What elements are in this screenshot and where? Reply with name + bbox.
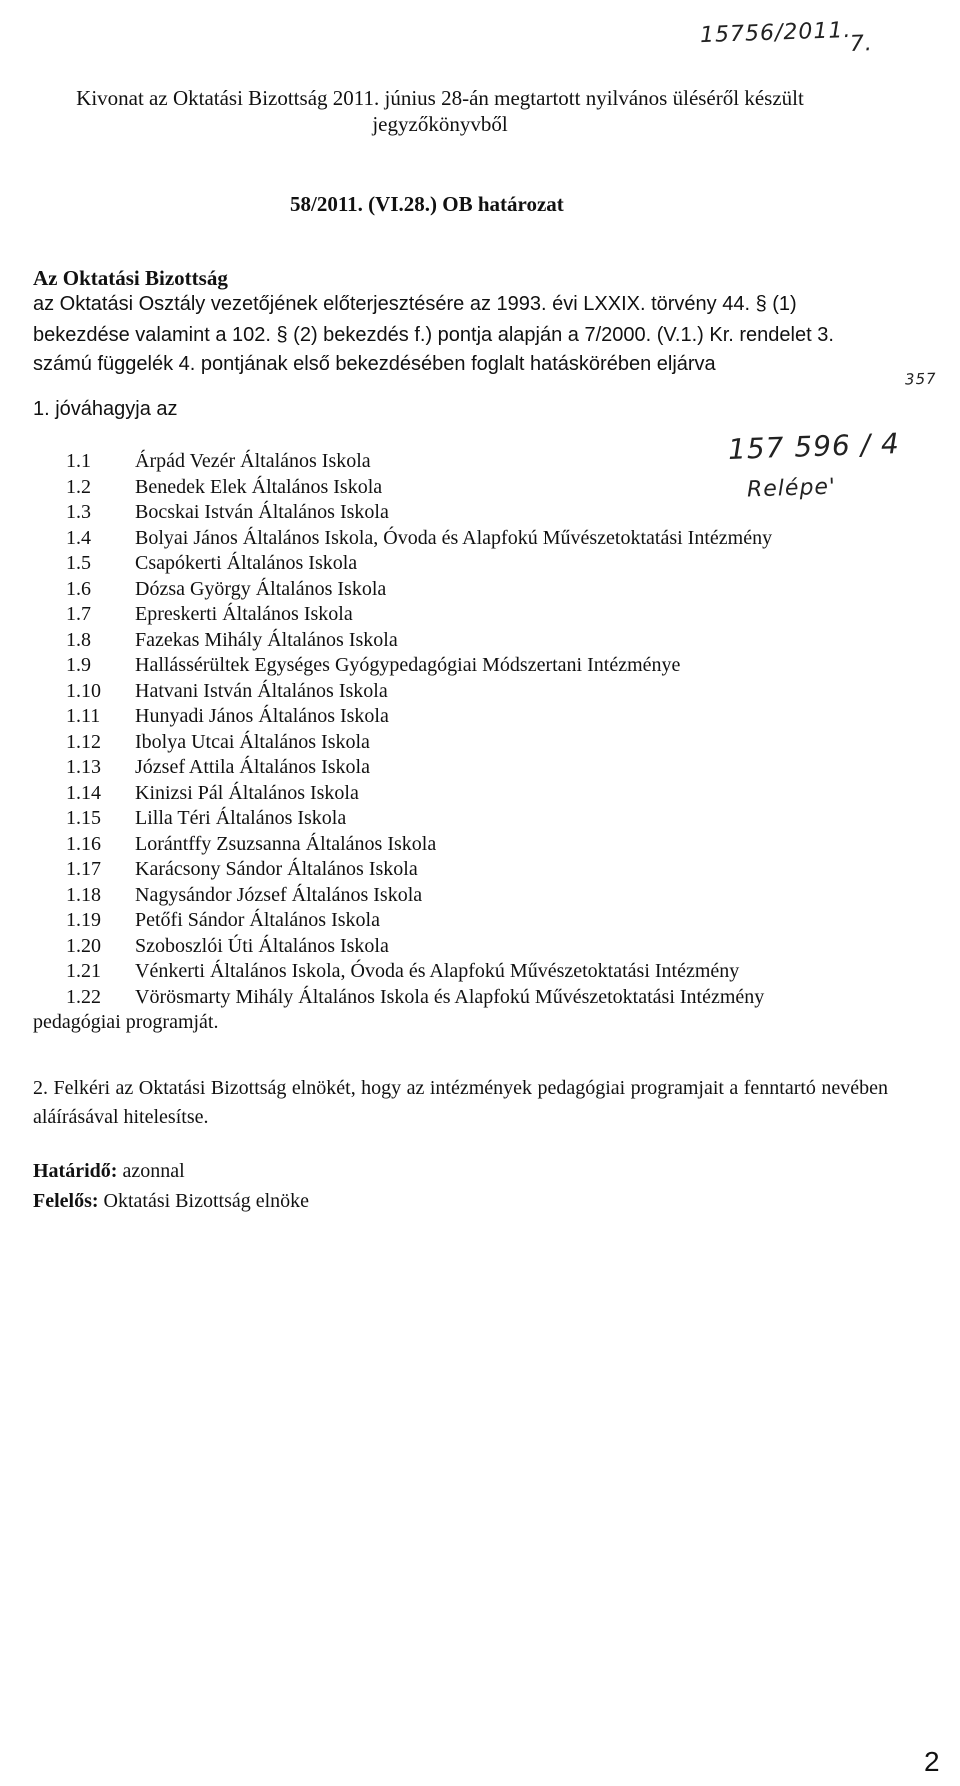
- handwritten-signature: Relépe': [746, 474, 837, 503]
- school-number: 1.16: [66, 832, 101, 855]
- intro-line-1: az Oktatási Osztály vezetőjének előterjesztésére az 1993. évi LXXIX. törvény 44. § (1): [33, 293, 797, 315]
- school-name: Hatvani István Általános Iskola: [135, 679, 388, 702]
- deadline-label: Határidő:: [33, 1160, 118, 1182]
- program-text: pedagógiai programját.: [33, 1011, 219, 1033]
- school-number: 1.4: [66, 526, 91, 549]
- school-name: Karácsony Sándor Általános Iskola: [135, 858, 418, 880]
- responsible-value: Oktatási Bizottság elnöke: [98, 1190, 310, 1212]
- school-list-item: [33, 934, 913, 960]
- school-list-item: [33, 857, 913, 883]
- page-number: 2: [924, 1746, 940, 1777]
- school-name: Petőfi Sándor Általános Iskola: [135, 909, 380, 931]
- school-list-item: [33, 755, 913, 781]
- school-number: 1.10: [66, 679, 101, 702]
- point-2-paragraph: 2. Felkéri az Oktatási Bizottság elnökét, hogy az intézmények pedagógiai programjait a fenntartó nevében aláírásával hitelesítse.: [33, 1077, 888, 1128]
- school-list-item: [33, 908, 913, 934]
- school-number: 1.9: [66, 654, 91, 676]
- school-number: 1.1: [66, 450, 91, 472]
- school-list-item: [33, 806, 913, 832]
- school-list: [33, 449, 913, 1010]
- handwritten-side-number: 357: [904, 369, 937, 389]
- school-list-item: [33, 577, 913, 603]
- responsible-line: [33, 1190, 309, 1213]
- intro-line-2: bekezdése valamint a 102. § (2) bekezdés f.) pontja alapján a 7/2000. (V.1.) Kr. rendelet 3.: [33, 324, 834, 346]
- handwritten-reference: [699, 17, 883, 57]
- school-number: 1.17: [66, 858, 101, 880]
- handwritten-side-reference: 157 596 / 4: [727, 427, 901, 466]
- school-list-item: [33, 781, 913, 807]
- school-list-item: [33, 883, 913, 909]
- school-number: 1.18: [66, 883, 101, 906]
- school-number: 1.5: [66, 552, 91, 574]
- school-list-item: [33, 628, 913, 654]
- school-number: 1.6: [66, 577, 91, 600]
- school-number: 1.19: [66, 909, 101, 931]
- school-name: Bolyai János Általános Iskola, Óvoda és Alapfokú Művészetoktatási Intézmény: [135, 526, 773, 549]
- school-number: 1.15: [66, 807, 101, 829]
- extract-title-line2: jegyzőkönyvből: [372, 112, 508, 136]
- school-list-item: [33, 679, 913, 705]
- school-list-item: [33, 526, 913, 552]
- school-number: 1.12: [66, 730, 101, 753]
- school-number: 1.8: [66, 628, 91, 651]
- point-1-approves: 1. jóváhagyja az: [33, 398, 178, 420]
- responsible-label: Felelős:: [33, 1190, 99, 1212]
- school-name: Nagysándor József Általános Iskola: [135, 883, 423, 906]
- school-list-item: [33, 475, 913, 501]
- school-list-item: [33, 449, 913, 475]
- handwritten-reference-number: 15756/2011.: [699, 17, 852, 49]
- school-name: József Attila Általános Iskola: [135, 756, 370, 778]
- school-name: Ibolya Utcai Általános Iskola: [135, 730, 370, 753]
- school-number: 1.7: [66, 603, 91, 625]
- school-list-item: [33, 832, 913, 858]
- extract-title-line1: Kivonat az Oktatási Bizottság 2011. június 28-án megtartott nyilvános üléséről készült: [76, 86, 804, 110]
- school-number: 1.22: [66, 985, 101, 1008]
- school-number: 1.20: [66, 934, 101, 957]
- school-name: Vörösmarty Mihály Általános Iskola és Alapfokú Művészetoktatási Intézmény: [135, 985, 765, 1008]
- committee-heading: Az Oktatási Bizottság: [33, 266, 228, 290]
- school-name: Lorántffy Zsuzsanna Általános Iskola: [135, 832, 437, 855]
- school-number: 1.21: [66, 960, 101, 982]
- school-name: Fazekas Mihály Általános Iskola: [135, 628, 398, 651]
- school-number: 1.14: [66, 781, 101, 804]
- school-list-item: [33, 730, 913, 756]
- school-list-item: [33, 551, 913, 577]
- school-name: Szoboszlói Úti Általános Iskola: [135, 934, 389, 957]
- school-name: Csapókerti Általános Iskola: [135, 552, 358, 574]
- school-number: 1.13: [66, 756, 101, 778]
- handwritten-reference-sub: 7.: [849, 31, 874, 57]
- school-name: Vénkerti Általános Iskola, Óvoda és Alapfokú Művészetoktatási Intézmény: [135, 960, 740, 982]
- school-name: Benedek Elek Általános Iskola: [135, 475, 383, 498]
- school-name: Dózsa György Általános Iskola: [135, 577, 387, 600]
- school-list-item: [33, 602, 913, 628]
- school-name: Hallássérültek Egységes Gyógypedagógiai Módszertani Intézménye: [135, 654, 681, 676]
- school-number: 1.11: [66, 705, 101, 727]
- school-list-item: [33, 959, 913, 985]
- school-number: 1.2: [66, 475, 91, 498]
- deadline-line: [33, 1160, 185, 1183]
- resolution-number: 58/2011. (VI.28.) OB határozat: [290, 192, 564, 216]
- school-list-item: [33, 985, 913, 1011]
- school-list-item: [33, 704, 913, 730]
- school-number: 1.3: [66, 501, 91, 523]
- school-name: Kinizsi Pál Általános Iskola: [135, 781, 359, 804]
- school-name: Árpád Vezér Általános Iskola: [135, 450, 371, 472]
- school-name: Hunyadi János Általános Iskola: [135, 705, 389, 727]
- intro-line-3: számú függelék 4. pontjának első bekezdésében foglalt hatáskörében eljárva: [33, 353, 716, 375]
- deadline-value: azonnal: [117, 1160, 185, 1182]
- school-name: Lilla Téri Általános Iskola: [135, 807, 347, 829]
- school-list-item: [33, 500, 913, 526]
- school-list-item: [33, 653, 913, 679]
- school-name: Bocskai István Általános Iskola: [135, 501, 389, 523]
- school-name: Epreskerti Általános Iskola: [135, 603, 353, 625]
